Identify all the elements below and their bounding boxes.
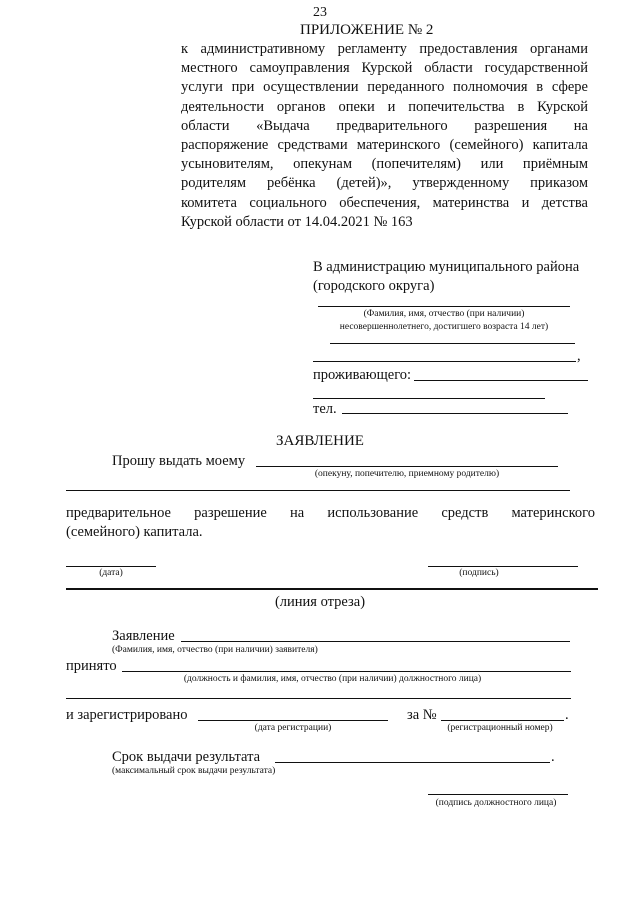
- applicant-name-hint2: несовершеннолетнего, достигшего возраста 14 лет): [339, 322, 549, 332]
- registration-number-field[interactable]: [441, 720, 564, 721]
- appendix-line: комитета социального обеспечения, материнства и детства: [181, 194, 588, 211]
- accepted-official-field[interactable]: [122, 671, 571, 672]
- registration-number-hint: (регистрационный номер): [447, 723, 553, 733]
- residing-label: проживающего:: [313, 367, 412, 383]
- appendix-line: услуги при осуществлении переданного полномочия в сфере: [181, 79, 588, 96]
- number-label: за №: [407, 707, 437, 723]
- appendix-title: ПРИЛОЖЕНИЕ № 2: [300, 22, 434, 38]
- receipt-applicant-field[interactable]: [181, 641, 570, 642]
- date-field[interactable]: [66, 566, 156, 567]
- page-number: 23: [313, 5, 327, 20]
- statement-body-line2: (семейного) капитала.: [66, 524, 203, 540]
- registration-date-field[interactable]: [198, 720, 388, 721]
- comma-mark: ,: [577, 348, 581, 364]
- appendix-line: усыновителям, опекунам (попечителям) или приёмным: [181, 156, 588, 173]
- residing-field-2[interactable]: [313, 398, 545, 399]
- period-mark: .: [565, 707, 569, 723]
- cut-line: [66, 588, 598, 590]
- phone-label: тел.: [313, 401, 337, 417]
- receipt-statement-label: Заявление: [112, 628, 175, 644]
- signature-field[interactable]: [428, 566, 578, 567]
- registered-label: и зарегистрировано: [66, 707, 188, 723]
- result-period-hint: (максимальный срок выдачи результата): [112, 766, 276, 776]
- appendix-line: местного самоуправления Курской области государственной: [181, 60, 588, 77]
- applicant-name-field[interactable]: [318, 306, 570, 307]
- applicant-name-field-3[interactable]: [313, 361, 576, 362]
- request-recipient-field-2[interactable]: [66, 490, 570, 491]
- appendix-line: родителям ребёнка (детей)», утвержденному приказом: [181, 175, 588, 192]
- statement-body-line1: предварительное разрешение на использование средств материнского: [66, 505, 595, 521]
- accepted-label: принято: [66, 658, 117, 674]
- applicant-name-field-2[interactable]: [330, 343, 575, 344]
- addressee-line2: (городского округа): [313, 278, 435, 294]
- receipt-applicant-hint: (Фамилия, имя, отчество (при наличии) заявителя): [112, 645, 318, 655]
- official-signature-hint: (подпись должностного лица): [435, 798, 557, 808]
- registration-date-hint: (дата регистрации): [254, 723, 332, 733]
- appendix-line: области «Выдача предварительного разрешения на: [181, 117, 588, 134]
- request-recipient-field[interactable]: [256, 466, 558, 467]
- cut-line-label: (линия отреза): [274, 594, 366, 610]
- request-recipient-hint: (опекуну, попечителю, приемному родителю): [314, 469, 500, 479]
- signature-hint: (подпись): [459, 568, 499, 578]
- appendix-text: [181, 40, 588, 232]
- date-hint: (дата): [99, 568, 123, 578]
- appendix-line: к административному регламенту предоставления органами: [181, 41, 588, 57]
- accepted-official-field-2[interactable]: [66, 698, 571, 699]
- accepted-official-hint: (должность и фамилия, имя, отчество (при наличии) должностного лица): [183, 674, 482, 684]
- appendix-line: распоряжение средствами материнского (семейного) капитала: [181, 136, 588, 153]
- statement-title: ЗАЯВЛЕНИЕ: [276, 433, 364, 449]
- residing-field[interactable]: [414, 380, 588, 381]
- phone-field[interactable]: [342, 413, 568, 414]
- official-signature-field[interactable]: [428, 794, 568, 795]
- request-label: Прошу выдать моему: [112, 453, 246, 469]
- appendix-line: деятельности органов опеки и попечительства в Курской: [181, 98, 588, 115]
- result-period-mark: .: [551, 749, 555, 765]
- appendix-line: Курской области от 14.04.2021 № 163: [181, 213, 413, 230]
- result-period-label: Срок выдачи результата: [112, 749, 261, 765]
- addressee-line1: В администрацию муниципального района: [313, 259, 580, 275]
- applicant-name-hint1: (Фамилия, имя, отчество (при наличии): [363, 309, 525, 319]
- result-period-field[interactable]: [275, 762, 550, 763]
